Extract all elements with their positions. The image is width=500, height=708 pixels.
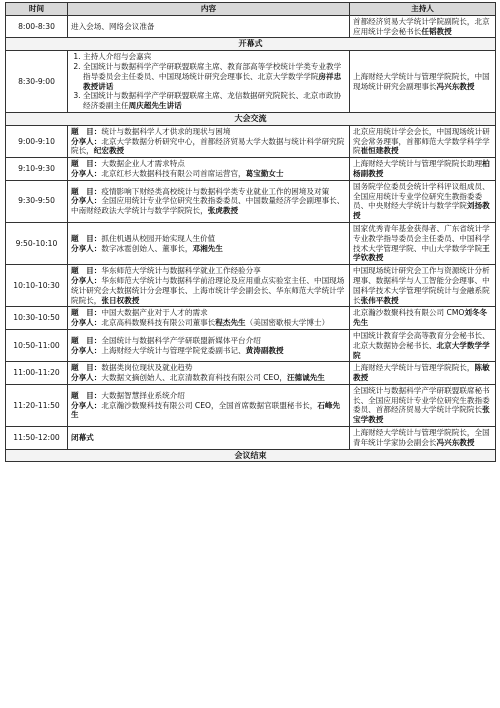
host-title: 中国统计教育学会高等教育分会秘书长、北京大数据协会秘书长、 [353,330,490,350]
host-title: 上海财经大学统计与管理学院院长，全国青年统计学家协会副会长 [353,428,490,447]
host-name: 张宝学教授 [353,405,490,425]
topic-text: 大数据智慧择业系统介绍 [101,390,185,400]
time-slot: 9:50-10:10 [6,222,68,264]
session-content [68,158,350,181]
speaker-name: 石峰先生 [71,400,341,420]
host-cell [350,427,496,450]
host-name: 陈敏教授 [353,363,490,383]
session-content [68,180,350,222]
topic-text: 疫情影响下财经类高校统计与数据科学类专业就业工作的困境及对策 [101,186,330,196]
host-cell [350,362,496,385]
host-cell [350,51,496,113]
topic-label: 题 目： [71,159,102,169]
time-slot: 11:00-11:20 [6,362,68,385]
speaker-name: 程杰先生 [215,318,246,328]
topic-text: 华东师范大学统计与数据科学就业工作经验分享 [101,266,261,276]
header-host: 主持人 [350,3,496,16]
time-slot: 11:20-11:50 [6,384,68,426]
speaker-name: 纪宏教授 [93,146,125,156]
host-name: 刘冬冬先生 [353,308,488,328]
speaker-name: 张日权教授 [101,295,140,305]
speaker-name: 葛宝勤女士 [245,168,284,178]
host-cell [350,222,496,264]
agenda-row [6,384,496,426]
section-title: 开幕式 [6,38,496,51]
time-slot: 9:30-9:50 [6,180,68,222]
topic-label: 题 目： [71,335,102,345]
speaker-text: 上海财经大学统计与管理学院党委副书记、 [101,345,246,355]
item-text: 主持人介绍与会嘉宾 [83,52,152,62]
topic-line [71,308,346,318]
host-cell [350,158,496,181]
host-cell [350,180,496,222]
speaker-name: 汪德诚先生 [286,373,325,383]
host-title: 上海财经大学统计与管理学院院长，中国现场统计研究会副理事长 [353,71,490,91]
topic-label: 题 目： [71,186,102,196]
host-title: 国家优秀青年基金获得者、广东省统计学专业教学指导委员会主任委员、中国科学技术大学管理学院、中山大学数学学院 [353,223,490,253]
host-name: 张伟平教授 [360,295,399,305]
speaker-line [71,244,346,254]
opening-item [83,52,346,62]
session-content [68,265,350,307]
host-name: 任韬教授 [421,26,452,36]
speaker-label: 分享人： [71,275,102,285]
speaker-label: 分享人： [71,318,102,328]
section-row [6,38,496,51]
section-title: 大会交流 [6,112,496,125]
host-name: 王学钦教授 [353,243,490,263]
host-name: 北京大学数学学院 [353,340,490,360]
agenda-body [6,15,496,462]
item-text: 全国统计与数据科学产学研联盟联席主席、教育部高等学校统计学类专业教学指导委员会主任委员、中国现场统计研究会理事长、北京大学数学学院 [83,61,342,81]
time-slot: 8:00-8:30 [6,15,68,38]
header-row [6,3,496,16]
topic-line [71,266,346,276]
topic-label: 题 目： [71,233,102,243]
session-content [68,427,350,450]
speaker-label: 分享人： [71,196,102,206]
speaker-line [71,276,346,305]
agenda-row [6,125,496,157]
topic-text: 统计与数据科学人才供求的现状与困境 [101,126,231,136]
agenda-table [5,2,496,462]
host-title: 北京应用统计学会会长，中国现场统计研究会常务理事，首都师范大学数学科学学院 [353,126,490,156]
host-title: 全国统计与数据科学产学研联盟联席秘书长、全国应用统计专业学位研究生教指委委员、首都经济贸易大学统计学院院长 [353,385,490,415]
time-slot: 10:10-10:30 [6,265,68,307]
topic-text: 数据类岗位现状及就业趋势 [101,363,193,373]
topic-line [71,127,346,137]
item-text: 全国统计与数据科学产学研联盟联席主席、龙信数据研究院院长、北京市政协经济委副主任 [83,91,342,111]
topic-label: 题 目： [71,126,102,136]
speaker-line [71,373,346,383]
topic-label: 题 目： [71,308,102,318]
time-slot: 9:00-9:10 [6,125,68,157]
header-content: 内容 [68,3,350,16]
topic-text: 抓住机遇从校园开始实现人生价值 [101,233,216,243]
session-content [68,329,350,361]
speaker-tail: （美国密歇根大学博士） [245,318,330,328]
speaker-text: 北京高科数聚科技有限公司董事长 [101,318,216,328]
speaker-label: 分享人： [71,373,102,383]
speaker-text: 数字冰雹创始人、董事长， [101,243,193,253]
section-row [6,449,496,462]
speaker-line [71,137,346,157]
host-cell [350,265,496,307]
session-content [68,222,350,264]
host-name: 柏杨副教授 [353,159,490,178]
session-text: 进入会场、网络会议准备 [71,21,155,31]
agenda-row [6,362,496,385]
session-content [68,362,350,385]
agenda-row [6,51,496,113]
topic-line [71,391,346,401]
host-name: 崔恒建教授 [360,146,399,156]
speaker-label: 分享人： [71,345,102,355]
host-title: 上海财经大学统计与管理学院院长助理 [353,159,483,169]
agenda-row [6,15,496,38]
session-content [68,384,350,426]
session-content [68,307,350,330]
host-title: 中国现场统计研究会工作与资源统计分析理事、数据科学与人工智能分会理事、中国科学技术大学管理学院统计与金融系院长 [353,266,490,305]
time-slot: 10:50-11:00 [6,329,68,361]
topic-label: 题 目： [71,390,102,400]
agenda-row [6,180,496,222]
section-title: 会议结束 [6,449,496,462]
host-cell [350,15,496,38]
time-slot: 9:10-9:30 [6,158,68,181]
host-title: 首都经济贸易大学统计学院副院长，北京应用统计学会秘书长 [353,16,490,36]
speaker-line [71,169,346,179]
agenda-row [6,158,496,181]
speaker-text: 华东师范大学统计与数据科学前沿理论及应用重点实验室主任、中国现场统计研究会大数据统计分会理事长、上海市统计学会副会长、华东师范大学统计学院院长， [71,275,345,305]
speaker-label: 分享人： [71,168,102,178]
topic-line [71,187,346,197]
speaker-text: 北京红杉大数据科技有限公司首席运营官， [101,168,246,178]
topic-label: 题 目： [71,363,102,373]
opening-item [83,62,346,91]
agenda-row [6,265,496,307]
speaker-text: 北京大学数据分析研究中心，首都经济贸易大学大数据与统计科学研究院院长， [71,136,345,156]
opening-item [83,91,346,111]
speaker-label: 分享人： [71,243,102,253]
topic-label: 题 目： [71,266,102,276]
speaker-text: 全国应用统计专业学位研究生教指委委员、中国数量经济学会副理事长、中南财经政法大学统计与数学学院院长， [71,196,345,216]
item-bold: 房祥忠教授讲话 [83,71,342,91]
time-slot: 10:30-10:50 [6,307,68,330]
speaker-line [71,196,346,216]
host-title: 北京瀚沙数聚科技有限公司 CMO [353,308,465,318]
session-text: 闭幕式 [71,432,94,442]
speaker-line [71,346,346,356]
host-name: 冯兴东教授 [436,437,475,447]
time-slot: 8:30-9:00 [6,51,68,113]
session-content [68,15,350,38]
speaker-name: 黄涛副教授 [245,345,284,355]
topic-line [71,159,346,169]
host-cell [350,125,496,157]
host-cell [350,307,496,330]
header-time: 时间 [6,3,68,16]
topic-text: 全国统计与数据科学产学研联盟新媒体平台介绍 [101,335,261,345]
speaker-text: 大数据文摘创始人、北京清数教育科技有限公司 CEO， [101,373,287,383]
speaker-label: 分享人： [71,136,102,146]
session-content [68,51,350,113]
host-cell [350,384,496,426]
speaker-line [71,401,346,421]
speaker-name: 邓湘先生 [192,243,223,253]
session-content [68,125,350,157]
speaker-text: 北京瀚沙数聚科技有限公司 CEO，全国首席数据官联盟秘书长， [101,400,318,410]
item-bold: 周庆超先生讲话 [128,101,182,111]
time-slot: 11:50-12:00 [6,427,68,450]
agenda-row [6,307,496,330]
agenda-row [6,329,496,361]
topic-text: 中国大数据产业对于人才的需求 [101,308,208,318]
topic-line [71,234,346,244]
host-title: 上海财经大学统计与管理学院院长， [353,363,475,373]
topic-line [71,336,346,346]
host-name: 冯兴东教授 [436,81,475,91]
topic-text: 大数据企业人才需求特点 [101,159,185,169]
agenda-row [6,427,496,450]
speaker-line [71,318,346,328]
topic-line [71,363,346,373]
opening-items [71,52,346,111]
host-cell [350,329,496,361]
host-name: 刘扬教授 [353,201,490,221]
speaker-name: 张虎教授 [207,206,239,216]
host-title: 国务院学位委员会统计学科评议组成员、全国应用统计专业学位研究生教指委委员、中央财经大学统计与数学学院 [353,181,490,211]
speaker-label: 分享人： [71,400,102,410]
section-row [6,112,496,125]
agenda-row [6,222,496,264]
